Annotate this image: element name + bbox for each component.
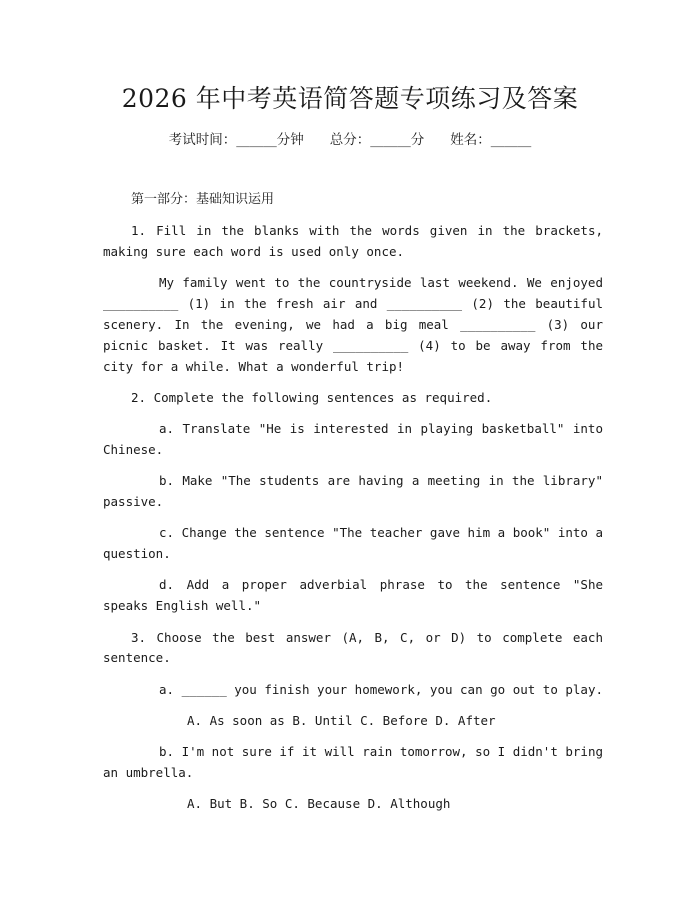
question-3-item-a: a. ______ you finish your homework, you can go out to play. bbox=[159, 681, 604, 697]
question-3-item-b: b. I'm not sure if it will rain tomorrow, so I didn't bring an umbrella. bbox=[103, 744, 604, 781]
page-title: 2026 年中考英语简答题专项练习及答案 bbox=[121, 84, 579, 113]
total-score-field: 总分：______分 bbox=[329, 132, 425, 148]
question-3-item-a-options: A. As soon as B. Until C. Before D. After bbox=[187, 712, 496, 728]
question-3: 3. Choose the best answer (A, B, C, or D) to complete each sentence. bbox=[103, 629, 603, 666]
exam-meta bbox=[0, 130, 700, 150]
question-2-item-c: c. Change the sentence "The teacher gave him a book" into a question. bbox=[103, 525, 604, 562]
question-2-item-b: b. Make "The students are having a meeting in the library" passive. bbox=[103, 473, 603, 510]
question-3-item-b-options: A. But B. So C. Because D. Although bbox=[187, 796, 451, 812]
question-2-item-d: d. Add a proper adverbial phrase to the sentence "She speaks English well." bbox=[103, 577, 603, 614]
section-heading: 第一部分：基础知识运用 bbox=[131, 192, 275, 207]
student-name-field: 姓名：______ bbox=[450, 132, 532, 148]
question-2: 2. Complete the following sentences as required. bbox=[131, 389, 493, 405]
exercise-content bbox=[103, 190, 603, 826]
exam-time-field: 考试时间：______分钟 bbox=[168, 132, 304, 148]
question-1-passage: My family went to the countryside last weekend. We enjoyed __________ (1) in the fresh air and __________ (2) the beautiful scenery. In the evening, we had a big meal __________ (3) our picnic basket. It was really __________ (4) to be away from the city for a while. What a wonderful trip! bbox=[103, 275, 603, 374]
question-1: 1. Fill in the blanks with the words given in the brackets, making sure each word is used only once. bbox=[103, 223, 603, 260]
question-2-item-a: a. Translate "He is interested in playing basketball" into Chinese. bbox=[103, 421, 603, 457]
